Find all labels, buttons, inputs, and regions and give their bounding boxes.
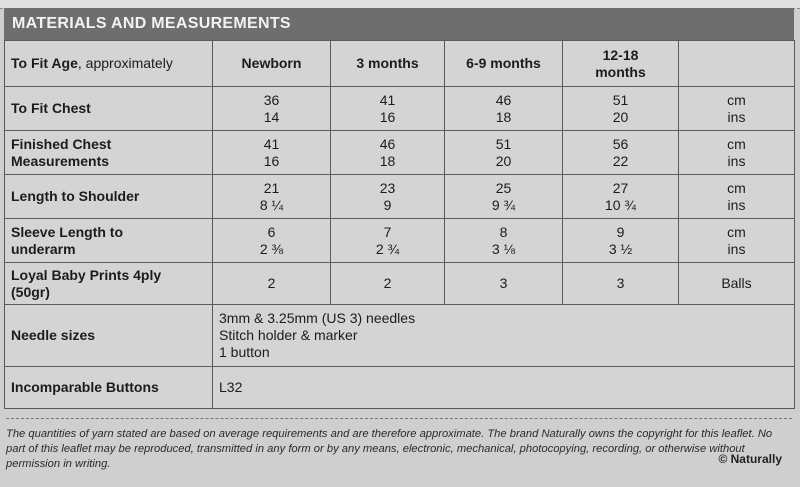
- value-cell: [213, 175, 331, 219]
- ins-value: 20: [495, 152, 512, 169]
- buttons-value: L32: [213, 367, 795, 409]
- ins-value: 16: [379, 108, 396, 125]
- size-header: 3 months: [331, 41, 445, 87]
- value-cell: [445, 175, 563, 219]
- cm-value: 9: [616, 223, 625, 240]
- cm-value: 46: [495, 91, 512, 108]
- value-cell: [331, 131, 445, 175]
- section-title: MATERIALS AND MEASUREMENTS: [4, 8, 794, 40]
- cm-value: 56: [612, 135, 629, 152]
- size-header: Newborn: [213, 41, 331, 87]
- cm-value: 23: [379, 179, 396, 196]
- row-label: [5, 175, 213, 219]
- value-cell: [445, 219, 563, 263]
- ins-value: 22: [612, 152, 629, 169]
- cm-value: 46: [379, 135, 396, 152]
- size-header: 6-9 months: [445, 41, 563, 87]
- cm-value: 25: [495, 179, 512, 196]
- row-label-line: Finished Chest: [11, 135, 112, 152]
- ins-value: 8 ¼: [259, 196, 284, 213]
- value-cell: [563, 219, 679, 263]
- value-cell: [213, 87, 331, 131]
- unit-ins: ins: [727, 108, 746, 125]
- row-label: [5, 131, 213, 175]
- value-cell: [445, 87, 563, 131]
- row-label: [5, 263, 213, 305]
- ins-value: 16: [263, 152, 280, 169]
- needle-details: [213, 305, 795, 367]
- ins-value: 2 ⅜: [259, 240, 284, 257]
- value-cell: 3: [563, 263, 679, 305]
- ins-value: 10 ¾: [604, 196, 637, 213]
- value-cell: [331, 175, 445, 219]
- age-label-bold: To Fit Age: [11, 55, 78, 71]
- ins-value: 3 ⅛: [491, 240, 516, 257]
- unit-cell: [679, 219, 795, 263]
- cm-value: 36: [263, 91, 280, 108]
- ins-value: 3 ½: [608, 240, 633, 257]
- copyright-notice: The quantities of yarn stated are based on average requirements and are therefore approximate. The brand Naturally owns the copyright for this leaflet. No part of this leaflet may be reproduced, transmitted in any form or by any means, electronic, mechanical, photocopying, recording, or otherwise without permission in writing.: [6, 418, 792, 472]
- unit-cm: cm: [727, 179, 746, 196]
- cm-value: 7: [383, 223, 392, 240]
- buttons-label: Incomparable Buttons: [5, 367, 213, 409]
- ins-value: 9 ¾: [491, 196, 516, 213]
- value-cell: [445, 131, 563, 175]
- cm-value: 27: [612, 179, 629, 196]
- table-row: [5, 263, 795, 305]
- age-label-light: , approximately: [77, 55, 173, 71]
- size-header: 12-18 months: [563, 41, 679, 87]
- value-cell: [213, 131, 331, 175]
- cm-value: 6: [267, 223, 276, 240]
- needle-line: Stitch holder & marker: [219, 327, 358, 343]
- cm-value: 51: [495, 135, 512, 152]
- needle-row: [5, 305, 795, 367]
- unit-cell: [679, 131, 795, 175]
- needle-label: Needle sizes: [5, 305, 213, 367]
- cm-value: 41: [379, 91, 396, 108]
- row-label-line: (50gr): [11, 283, 50, 300]
- value-cell: [563, 87, 679, 131]
- table-row: [5, 175, 795, 219]
- measurements-table: [4, 40, 795, 409]
- ins-value: 9: [383, 196, 392, 213]
- row-label-line: Length to Shoulder: [11, 188, 140, 204]
- needle-line: 1 button: [219, 344, 270, 360]
- value-cell: [563, 175, 679, 219]
- table-row: [5, 87, 795, 131]
- unit-ins: ins: [727, 196, 746, 213]
- value-cell: 2: [331, 263, 445, 305]
- value-cell: [213, 219, 331, 263]
- cm-value: 8: [499, 223, 508, 240]
- ins-value: 20: [612, 108, 629, 125]
- row-label-line: Loyal Baby Prints 4ply: [11, 266, 162, 283]
- cm-value: 51: [612, 91, 629, 108]
- ins-value: 14: [263, 108, 280, 125]
- row-label-line: To Fit Chest: [11, 100, 91, 116]
- copyright-mark: © Naturally: [718, 452, 782, 466]
- row-label: [5, 219, 213, 263]
- value-cell: [331, 87, 445, 131]
- unit-cell: [679, 175, 795, 219]
- needle-line: 3mm & 3.25mm (US 3) needles: [219, 310, 416, 326]
- cm-value: 21: [263, 179, 280, 196]
- table-row: [5, 219, 795, 263]
- unit-ins: ins: [727, 240, 746, 257]
- row-label-line: Measurements: [11, 152, 110, 169]
- ins-value: 18: [379, 152, 396, 169]
- table-row: [5, 131, 795, 175]
- unit-cm: cm: [727, 135, 746, 152]
- value-cell: [563, 131, 679, 175]
- row-label: [5, 87, 213, 131]
- value-cell: 3: [445, 263, 563, 305]
- row-label-line: underarm: [11, 240, 76, 257]
- unit-header: [679, 41, 795, 87]
- ins-value: 18: [495, 108, 512, 125]
- age-label: [5, 41, 213, 87]
- unit-ins: ins: [727, 152, 746, 169]
- value-cell: [331, 219, 445, 263]
- unit-cell: Balls: [679, 263, 795, 305]
- value-cell: 2: [213, 263, 331, 305]
- age-row: [5, 41, 795, 87]
- unit-cm: cm: [727, 91, 746, 108]
- row-label-line: Sleeve Length to: [11, 223, 124, 240]
- buttons-row: [5, 367, 795, 409]
- cm-value: 41: [263, 135, 280, 152]
- unit-cm: cm: [727, 223, 746, 240]
- ins-value: 2 ¾: [375, 240, 400, 257]
- unit-cell: [679, 87, 795, 131]
